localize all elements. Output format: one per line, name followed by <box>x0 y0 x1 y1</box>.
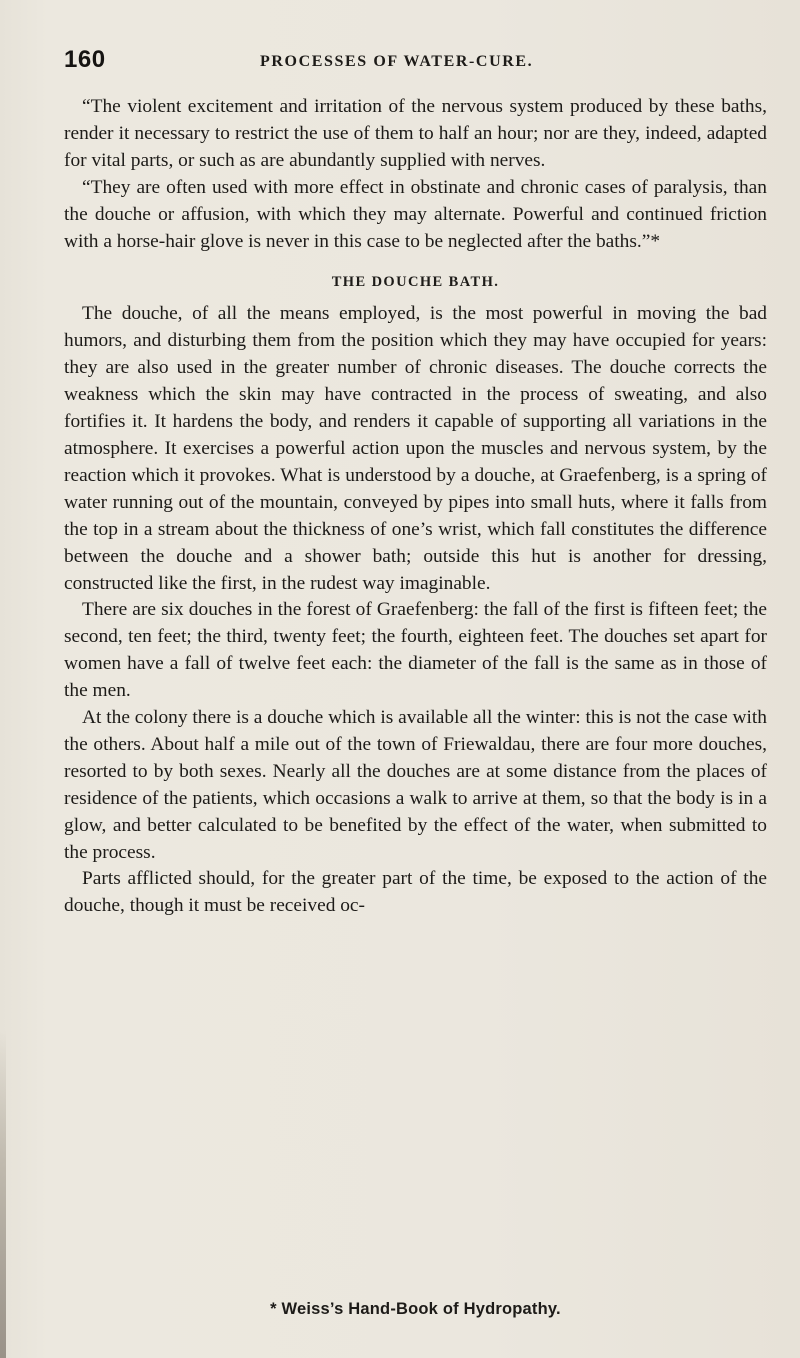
paragraph: The douche, of all the means employed, is the most powerful in moving the bad humors, and disturbing them from the position which they may have occupied for years: they are also used in the greater number of chronic diseases. The douche corrects the weakness which the skin may have contracted in the process of sweating, and also fortifies it. It hardens the body, and renders it capable of supporting all variations in the atmosphere. It exercises a powerful action upon the muscles and nervous system, by the reaction which it provokes. What is understood by a douche, at Graefenberg, is a spring of water running out of the mountain, conveyed by pipes into small huts, where it falls from the top in a stream about the thickness of one’s wrist, which fall constitutes the difference between the douche and a shower bath; outside this hut is another for dressing, constructed like the first, in the rudest way imaginable. <box>64 303 767 594</box>
running-head <box>64 46 764 78</box>
running-title: PROCESSES OF WATER-CURE. <box>260 53 534 70</box>
paragraph: “They are often used with more effect in obstinate and chronic cases of paralysis, than the douche or affusion, with which they may alternate. Powerful and continued friction with a horse-hair glove is never in this case to be neglected after the baths.”* <box>64 176 767 252</box>
page-number: 160 <box>64 46 106 73</box>
paragraph: There are six douches in the forest of Graefenberg: the fall of the first is fifteen feet; the second, ten feet; the third, twenty feet; the fourth, eighteen feet. The douches set apart for women have a fall of twelve feet each: the diameter of the fall is the same as in those of the men. <box>64 599 767 702</box>
paragraph: “The violent excitement and irritation of the nervous system produced by these baths, render it necessary to restrict the use of them to half an hour; nor are they, indeed, adapted for vital parts, or such as are abundantly supplied with nerves. <box>64 96 767 171</box>
section-heading: THE DOUCHE BATH. <box>331 274 500 291</box>
body-text <box>64 94 767 920</box>
paragraph: Parts afflicted should, for the greater part of the time, be exposed to the action of the douche, though it must be received oc- <box>64 868 767 917</box>
paragraph: At the colony there is a douche which is available all the winter: this is not the case with the others. About half a mile out of the town of Friewaldau, there are four more douches, resorted to by both sexes. Nearly all the douches are at some distance from the places of residence of the patients, which occasions a walk to arrive at them, so that the body is in a glow, and better calculated to be benefited by the effect of the water, when submitted to the process. <box>64 707 767 863</box>
binding-shadow <box>0 1030 6 1358</box>
footnote: * Weiss’s Hand-Book of Hydropathy. <box>270 1300 561 1318</box>
